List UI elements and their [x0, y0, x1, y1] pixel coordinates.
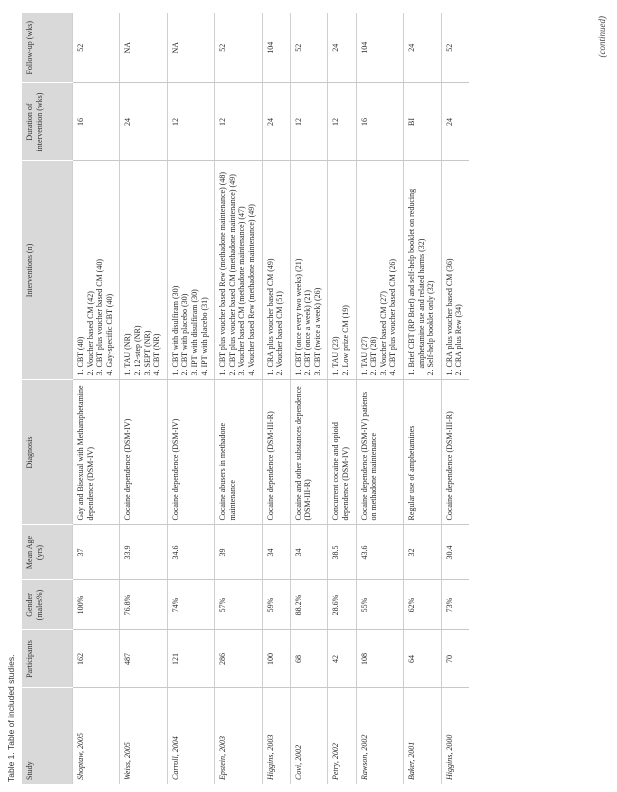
study-cell: Rawson, 2002 [356, 688, 403, 784]
intervention-item: 2. Low prize CM (19) [341, 305, 351, 376]
table-row [404, 13, 442, 784]
table-row [73, 13, 120, 784]
intervention-item: 4. CBT (NR) [152, 333, 162, 376]
mean-age-cell: 38.5 [328, 525, 356, 580]
followup-cell: 52 [73, 13, 120, 83]
participants-cell: 100 [262, 630, 290, 688]
table-row [215, 13, 262, 784]
diagnosis-cell: Cocaine abusers in methadone maintenance [215, 380, 262, 525]
header-study: Study [22, 688, 73, 784]
study-cell: Weiss, 2005 [120, 688, 167, 784]
duration-cell: 12 [328, 83, 356, 161]
header-diagnosis: Diagnosis [22, 380, 73, 525]
gender-cell: 57% [215, 580, 262, 630]
diagnosis-cell: Concurrent cocaine and opioid dependence (DSM-IV) [328, 380, 356, 525]
mean-age-cell: 32 [404, 525, 442, 580]
duration-cell: 16 [73, 83, 120, 161]
table-row [167, 13, 214, 784]
gender-cell: 73% [441, 580, 469, 630]
intervention-item: 2. CBT plus voucher based CM (methadone maintenance) (49) [227, 174, 237, 376]
interventions-cell [328, 161, 356, 380]
interventions-cell [404, 161, 442, 380]
header-interventions: Interventions (n) [22, 161, 73, 380]
duration-cell: BI [404, 83, 442, 161]
participants-cell: 64 [404, 630, 442, 688]
study-cell: Carroll, 2004 [167, 688, 214, 784]
diagnosis-cell: Regular use of amphetamines [404, 380, 442, 525]
duration-cell: 12 [215, 83, 262, 161]
table-row [356, 13, 403, 784]
mean-age-cell: 33.9 [120, 525, 167, 580]
table-row [262, 13, 290, 784]
intervention-item: 2. CBT (once a week) (21) [303, 289, 313, 376]
mean-age-cell: 34.6 [167, 525, 214, 580]
followup-cell: 104 [262, 13, 290, 83]
participants-cell: 286 [215, 630, 262, 688]
duration-cell: 24 [441, 83, 469, 161]
participants-cell: 121 [167, 630, 214, 688]
duration-cell: 24 [120, 83, 167, 161]
intervention-item: 1. TAU (NR) [123, 333, 133, 376]
study-cell: Shoptaw, 2005 [73, 688, 120, 784]
participants-cell: 487 [120, 630, 167, 688]
intervention-item: 2. Voucher based CM (42) [85, 291, 95, 376]
intervention-item: 4. CBT plus voucher based CM (26) [388, 258, 398, 376]
gender-cell: 100% [73, 580, 120, 630]
diagnosis-cell: Cocaine dependence (DSM-III-R) [262, 380, 290, 525]
interventions-cell [215, 161, 262, 380]
intervention-item: 1. CBT plus voucher based Rew (methadone maintenance) (48) [218, 171, 228, 376]
table-row [328, 13, 356, 784]
diagnosis-cell: Gay and Bisexual with Methamphetamine dependence (DSM-IV) [73, 380, 120, 525]
study-cell: Epstein, 2003 [215, 688, 262, 784]
mean-age-cell: 43.6 [356, 525, 403, 580]
intervention-item: 1. CBT with disulfiram (30) [170, 285, 180, 376]
intervention-item: 2. Voucher based CM (51) [275, 291, 285, 376]
intervention-item: 4. Voucher based Rew (methadone maintenance) (49) [246, 204, 256, 376]
followup-cell: NA [167, 13, 214, 83]
diagnosis-cell: Cocaine dependence (DSM-IV) [120, 380, 167, 525]
header-duration: Duration of intervention (wks) [22, 83, 73, 161]
mean-age-cell: 30.4 [441, 525, 469, 580]
intervention-item: 1. Brief CBT (RP Brief) and self-help booklet on reducing amphetamine use and related harms (32) [407, 188, 426, 376]
duration-cell: 24 [262, 83, 290, 161]
gender-cell: 88.2% [290, 580, 328, 630]
table-row [290, 13, 328, 784]
header-mean-age: Mean Age (yrs) [22, 525, 73, 580]
intervention-item: 3. CBT (twice a week) (26) [312, 287, 322, 376]
continued-note: (continued) [597, 16, 607, 58]
intervention-item: 3. CBT plus voucher based CM (40) [95, 258, 105, 376]
mean-age-cell: 34 [262, 525, 290, 580]
intervention-item: 2. CBT with placebo (30) [180, 293, 190, 376]
interventions-cell [167, 161, 214, 380]
gender-cell: 74% [167, 580, 214, 630]
interventions-cell [290, 161, 328, 380]
participants-cell: 68 [290, 630, 328, 688]
intervention-item: 3. SEPT (NR) [142, 330, 152, 376]
table-row [120, 13, 167, 784]
studies-table [22, 13, 469, 784]
diagnosis-cell: Cocaine and other substances dependence (DSM-III-R) [290, 380, 328, 525]
intervention-item: 2. CRA plus Rew (34) [454, 304, 464, 376]
intervention-item: 1. CRA plus voucher based CM (49) [265, 258, 275, 376]
gender-cell: 55% [356, 580, 403, 630]
mean-age-cell: 37 [73, 525, 120, 580]
interventions-cell [441, 161, 469, 380]
study-cell: Baker, 2001 [404, 688, 442, 784]
duration-cell: 12 [290, 83, 328, 161]
intervention-item: 1. CBT (40) [76, 336, 85, 376]
gender-cell: 76.8% [120, 580, 167, 630]
followup-cell: NA [120, 13, 167, 83]
duration-cell: 16 [356, 83, 403, 161]
gender-cell: 28.6% [328, 580, 356, 630]
participants-cell: 162 [73, 630, 120, 688]
table-body [73, 13, 470, 784]
mean-age-cell: 34 [290, 525, 328, 580]
followup-cell: 104 [356, 13, 403, 83]
gender-cell: 59% [262, 580, 290, 630]
study-cell: Higgins, 2000 [441, 688, 469, 784]
intervention-item: 3. Voucher based CM (27) [378, 291, 388, 376]
diagnosis-cell: Cocaine dependence (DSM-III-R) [441, 380, 469, 525]
participants-cell: 108 [356, 630, 403, 688]
interventions-cell [262, 161, 290, 380]
intervention-item: 3. IPT with disulfiram (30) [189, 289, 199, 376]
intervention-item: 3. Voucher based CM (methadone maintenance) (47) [237, 206, 247, 376]
followup-cell: 24 [328, 13, 356, 83]
interventions-cell [356, 161, 403, 380]
diagnosis-cell: Cocaine dependence (DSM-IV) patients on methadone maintenance [356, 380, 403, 525]
study-cell: Higgins, 2003 [262, 688, 290, 784]
intervention-item: 4. IPT with placebo (31) [199, 297, 209, 376]
table-header-row [22, 13, 73, 784]
followup-cell: 52 [290, 13, 328, 83]
study-cell: Covi, 2002 [290, 688, 328, 784]
intervention-item: 1. TAU (23) [331, 336, 341, 376]
intervention-item: 1. CRA plus voucher based CM (36) [444, 258, 454, 376]
intervention-item: 4. Gay-specific CBT (40) [104, 293, 114, 376]
duration-cell: 12 [167, 83, 214, 161]
interventions-cell [73, 161, 120, 380]
followup-cell: 52 [215, 13, 262, 83]
table-caption: Table 1. Table of included studies. [6, 654, 16, 782]
mean-age-cell: 39 [215, 525, 262, 580]
interventions-cell [120, 161, 167, 380]
followup-cell: 24 [404, 13, 442, 83]
gender-cell: 62% [404, 580, 442, 630]
diagnosis-cell: Cocaine dependence (DSM-IV) [167, 380, 214, 525]
header-participants: Participants [22, 630, 73, 688]
participants-cell: 70 [441, 630, 469, 688]
followup-cell: 52 [441, 13, 469, 83]
table-row [441, 13, 469, 784]
intervention-item: 1. CBT (once every two weeks) (21) [293, 258, 303, 376]
intervention-item: 1. TAU (27) [359, 336, 369, 376]
participants-cell: 42 [328, 630, 356, 688]
intervention-item: 2. Self-help booklet only (32) [426, 280, 436, 376]
intervention-item: 2. CBT (28) [369, 336, 379, 376]
study-cell: Petry, 2002 [328, 688, 356, 784]
intervention-item: 2. 12-step (NR) [132, 325, 142, 376]
header-gender: Gender (males%) [22, 580, 73, 630]
header-followup: Follow-up (wks) [22, 13, 73, 83]
